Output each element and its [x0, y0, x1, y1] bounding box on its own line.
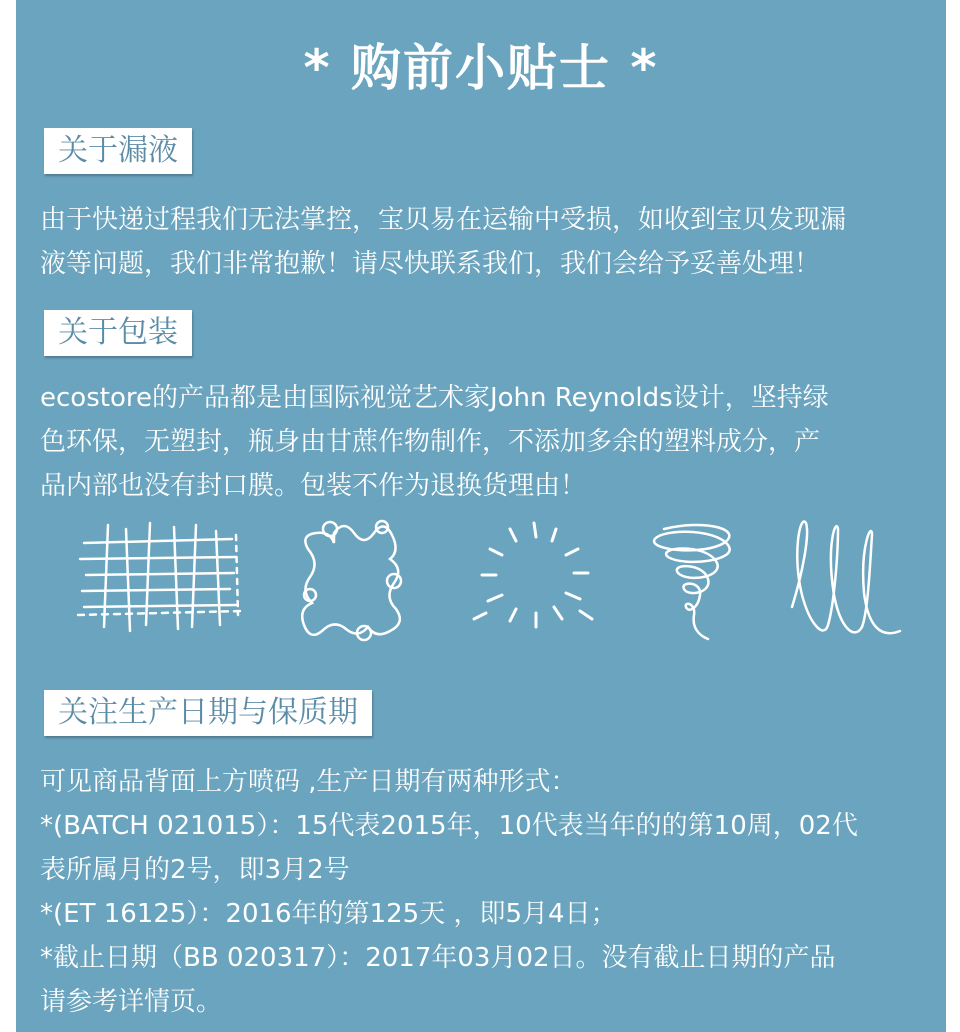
text-line: 请参考详情页。 — [40, 987, 223, 1017]
text-line: ecostore的产品都是由国际视觉艺术家John Reynolds设计，坚持绿 — [40, 383, 829, 413]
page-title: * 购前小贴士 * — [303, 39, 659, 97]
text-line: *(BATCH 021015）：15代表2015年，10代表当年的的第10周，02代 — [40, 811, 858, 841]
doodle-row — [64, 515, 904, 655]
section-label-dates: 关注生产日期与保质期 — [44, 690, 372, 736]
spiral-tornado-doodle-icon — [654, 525, 730, 639]
section-label-leakage: 关于漏液 — [44, 128, 192, 174]
tips-panel — [16, 0, 946, 1032]
text-line: 液等问题，我们非常抱歉！请尽快联系我们，我们会给予妥善处理！ — [40, 249, 821, 279]
section-text-packaging — [40, 376, 930, 508]
text-line: *(ET 16125）：2016年的第125天 ，即5月4日； — [40, 899, 617, 929]
dash-burst-doodle-icon — [474, 523, 592, 627]
crosshatch-doodle-icon — [78, 523, 242, 631]
text-line: 色环保，无塑封，瓶身由甘蔗作物制作，不添加多余的塑料成分，产 — [40, 427, 821, 457]
loop-scribble-doodle-icon — [792, 522, 900, 634]
text-line: *截止日期（BB 020317）：2017年03月02日。没有截止日期的产品 — [40, 943, 836, 973]
loop-ring-doodle-icon — [302, 521, 401, 640]
text-line: 由于快递过程我们无法掌控，宝贝易在运输中受损，如收到宝贝发现漏 — [40, 205, 847, 235]
section-text-leakage — [40, 198, 930, 286]
text-line: 品内部也没有封口膜。包装不作为退换货理由！ — [40, 471, 587, 501]
text-line: 表所属月的2号，即3月2号 — [40, 855, 350, 885]
text-line: 可见商品背面上方喷码 ,生产日期有两种形式： — [40, 767, 577, 797]
section-label-packaging: 关于包装 — [44, 310, 192, 356]
section-text-dates — [40, 760, 930, 1024]
